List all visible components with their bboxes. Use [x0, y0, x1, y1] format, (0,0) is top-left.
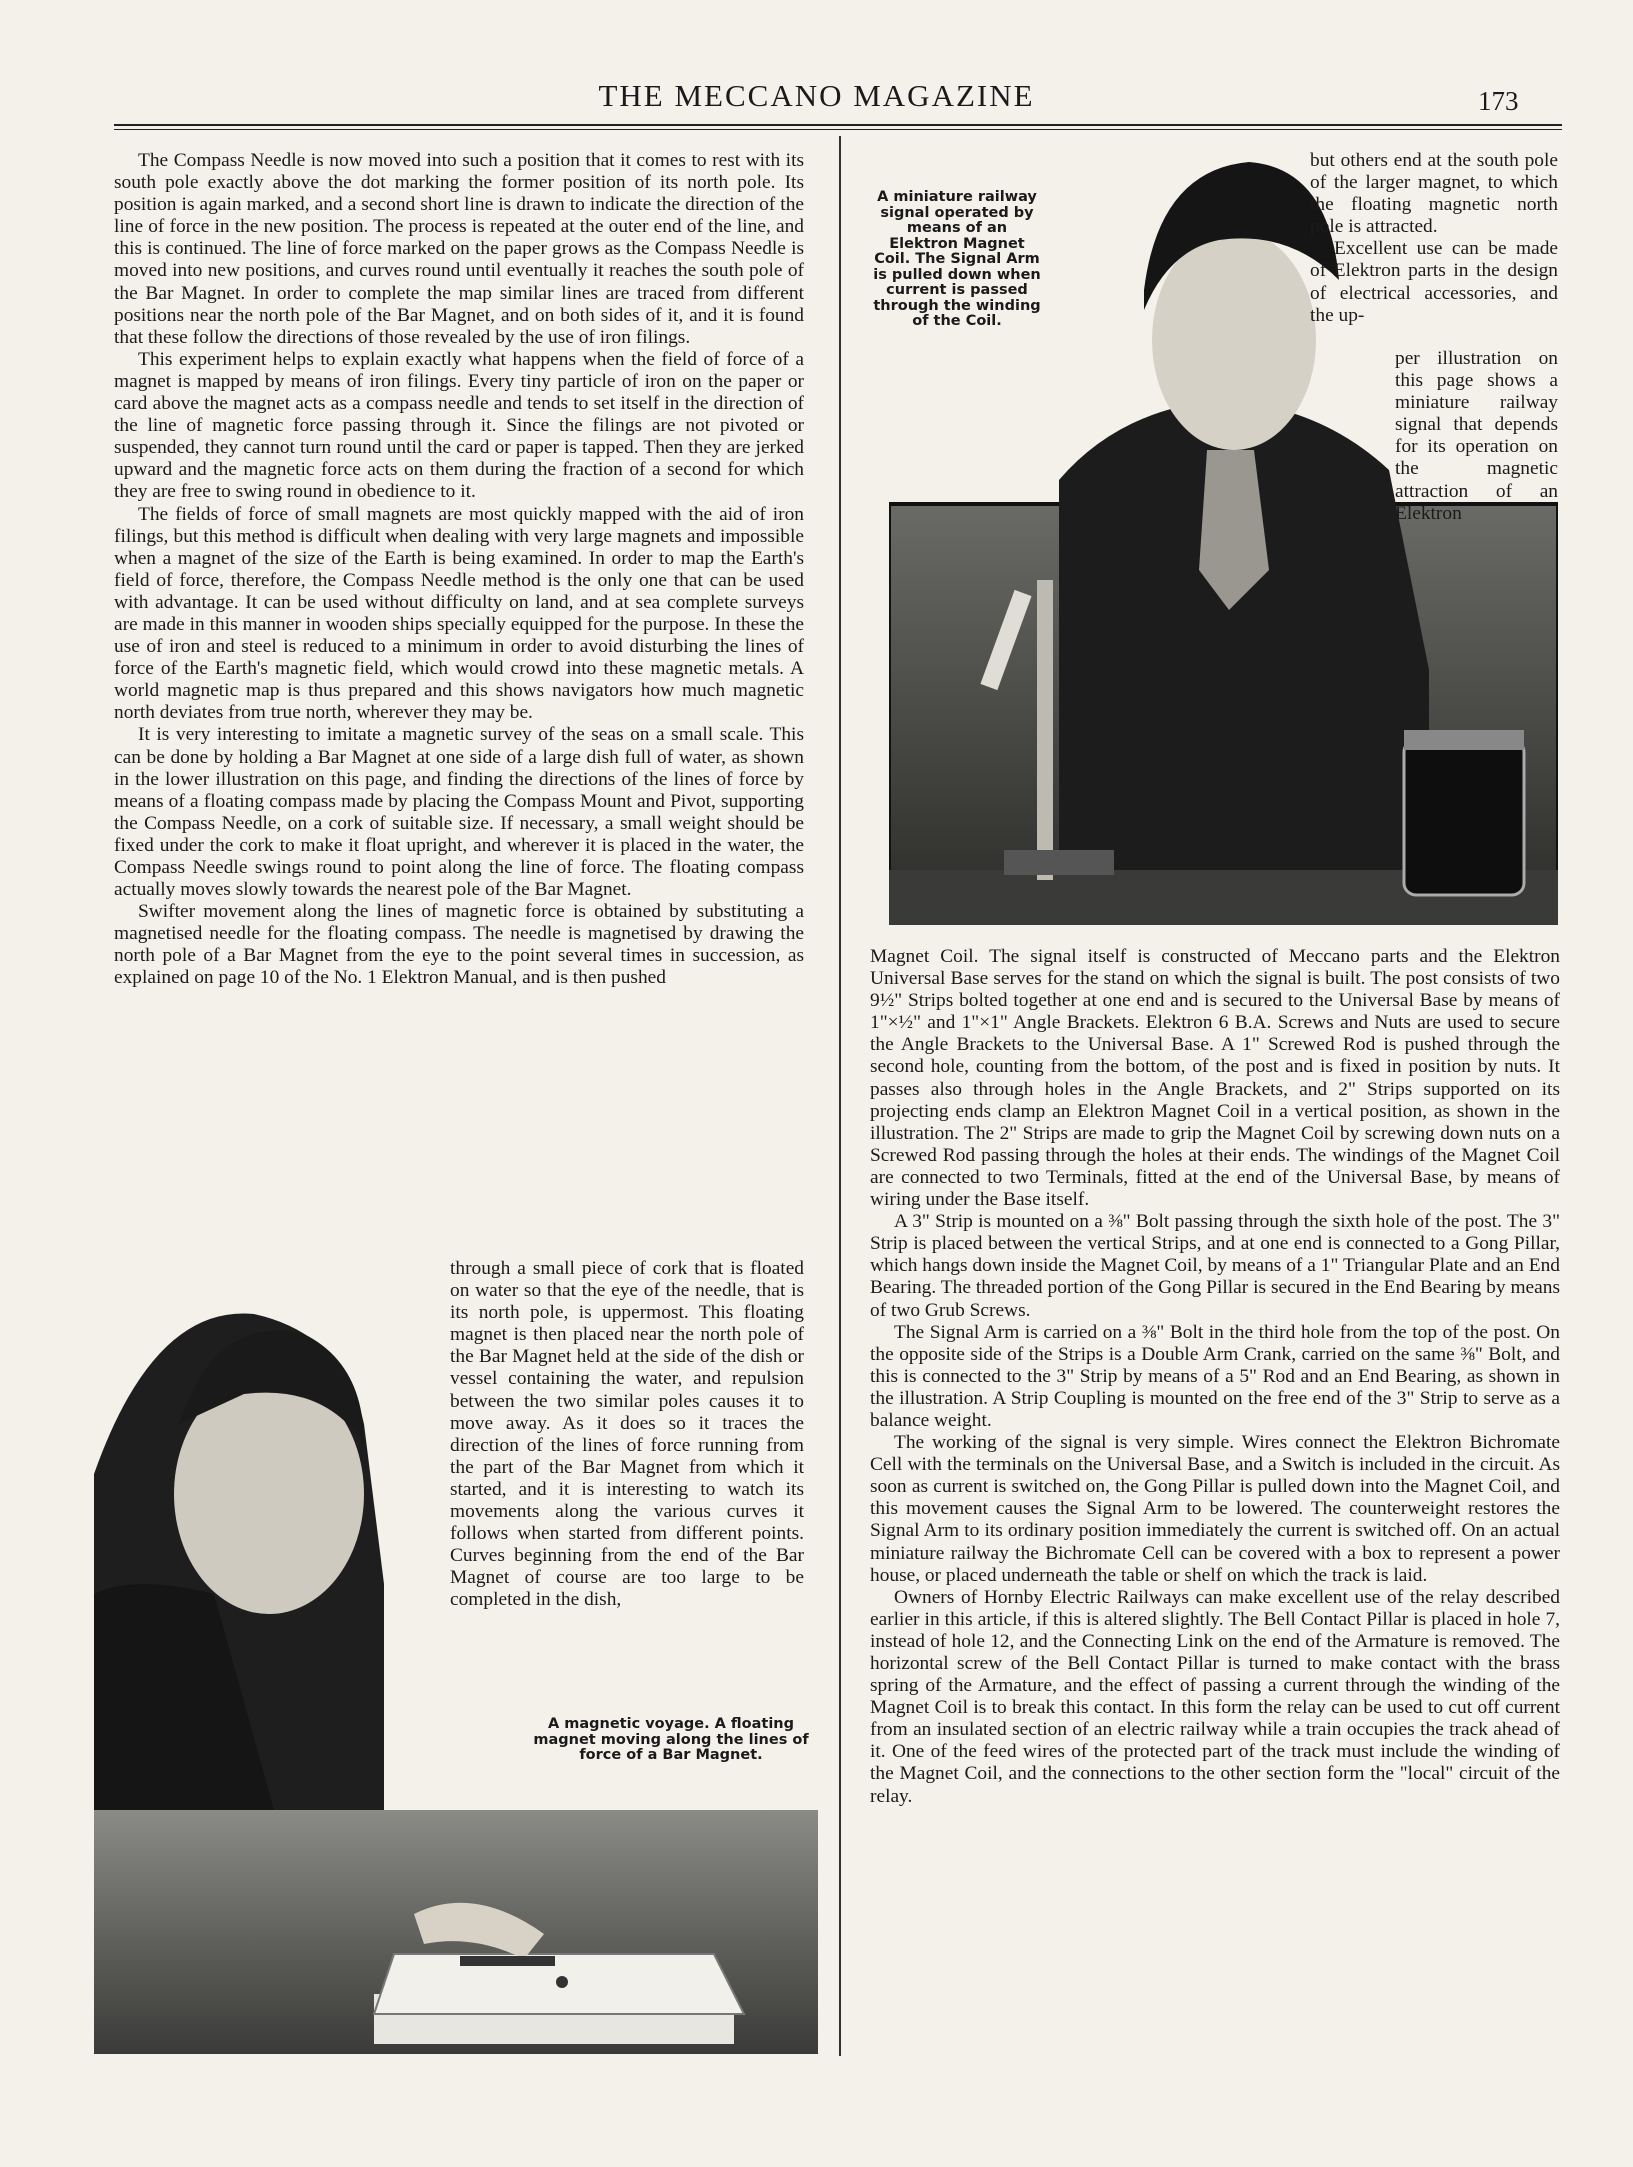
- magazine-title: THE MECCANO MAGAZINE: [598, 78, 1035, 113]
- paragraph: Magnet Coil. The signal itself is constructed of Meccano parts and the Elektron Universal Base serves for the stand on which the signal is built. The post consists of two 9½" Strips bolted together at one end and is secured to the Universal Base by means of 1"×½" and 1"×1" Angle Brackets. Elektron 6 B.A. Screws and Nuts are used to secure the Angle Brackets to the Universal Base. A 1" Screwed Rod is pushed through the second hole, counting from the bottom, of the post and is fixed in position by nuts. It passes also through holes in the Angle Brackets, and 2" Strips supported on its projecting ends clamp an Elektron Magnet Coil in a vertical position, as shown in the illustration. The 2" Strips are made to grip the Magnet Coil by screwing down nuts on a Screwed Rod passing through the holes at their ends. The windings of the Magnet Coil are connected to two Terminals, fitted at the end of the Universal Base, by means of wiring under the Base itself.: [870, 946, 1560, 1211]
- paragraph: The Compass Needle is now moved into such a position that it comes to rest with its south pole exactly above the dot marking the former position of its north pole. Its position is again marked, and a second short line is drawn to indicate the direction of the line of force in the new position. The process is repeated at the outer end of the line, and this is continued. The line of force marked on the paper grows as the Compass Needle is moved into new positions, and curves round until eventually it reaches the south pole of the Bar Magnet. In order to complete the map similar lines are traced from different positions near the north pole of the Bar Magnet, and on both sides of it, and it is found that these follow the directions of those revealed by the use of iron filings.: [114, 150, 804, 348]
- paragraph: The working of the signal is very simple. Wires connect the Elektron Bichromate Cell with the terminals on the Universal Base, and a Switch is included in the circuit. As soon as current is switched on, the Gong Pillar is pulled down into the Magnet Coil, and this movement causes the Signal Arm to be lowered. The counterweight restores the Signal Arm to its ordinary position immediately the current is switched off. On an actual miniature railway the Bichromate Cell can be covered with a box to represent a power house, or placed underneath the table or shelf on which the track is laid.: [870, 1432, 1560, 1586]
- paragraph: Swifter movement along the lines of magnetic force is obtained by substituting a magnetised needle for the floating compass. The needle is magnetised by drawing the north pole of a Bar Magnet from the eye to the point several times in succession, as explained on page 10 of the No. 1 Elektron Manual, and is then pushed: [114, 901, 804, 989]
- paragraph: per illustration on this page shows a miniature railway signal that depends for its operation on the magnetic attraction of an Elektron: [1395, 348, 1558, 524]
- page-number: 173: [1478, 86, 1519, 116]
- header-rule-thin: [114, 129, 1562, 130]
- right-top-text-narrow: [1395, 348, 1558, 525]
- paragraph: It is very interesting to imitate a magnetic survey of the seas on a small scale. This can be done by holding a Bar Magnet at one side of a large dish full of water, as shown in the lower illustration on this page, and finding the directions of the lines of force by means of a floating compass made by placing the Compass Mount and Pivot, supporting the Compass Needle, on a cork of suitable size. If necessary, a small weight should be fixed under the cork to make it float upright, and wherever it is placed in the water, the Compass Needle swings round to point along the line of force. The floating compass actually moves slowly towards the nearest pole of the Bar Magnet.: [114, 724, 804, 901]
- caption-signal: A miniature railway signal operated by means of an Elektron Magnet Coil. The Signal Arm is pulled down when current is passed through the winding of the Coil.: [873, 189, 1041, 329]
- left-column: [114, 150, 804, 990]
- right-top-text: [1310, 150, 1558, 327]
- paragraph: The fields of force of small magnets are most quickly mapped with the aid of iron filings, but this method is difficult when dealing with very large magnets and impossible when a magnet of the size of the Earth is being examined. In order to map the Earth's field of force, therefore, the Compass Needle method is the only one that can be used with advantage. It can be used without difficulty on land, and at sea complete surveys are made in this manner in wooden ships specially equipped for the purpose. In these the use of iron and steel is reduced to a minimum in order to avoid disturbing the lines of force of the Earth's magnetic field, which would crowd into these magnetic metals. A world magnetic map is thus prepared and this shows navigators how much magnetic north deviates from true north, wherever they may be.: [114, 503, 804, 724]
- header-rule: [114, 124, 1562, 126]
- paragraph: The Signal Arm is carried on a ⅜" Bolt in the third hole from the top of the post. On the opposite side of the Strips is a Double Arm Crank, carried on the same ⅜" Bolt, and this is connected to the 3" Strip by means of a 5" Rod and an End Bearing, as shown in the illustration. A Strip Coupling is mounted on the free end of the 3" Strip to serve as a balance weight.: [870, 1321, 1560, 1431]
- paragraph: through a small piece of cork that is floated on water so that the eye of the needle, that is its north pole, is uppermost. This floating magnet is then placed near the north pole of the Bar Magnet held at the side of the dish or vessel containing the water, and repulsion between the two similar poles causes it to move away. As it does so it traces the direction of the lines of force running from the part of the Bar Magnet from which it started, and it is interesting to watch its movements along the various curves it follows when started from different points. Curves beginning from the end of the Bar Magnet of course are too large to be completed in the dish,: [450, 1258, 804, 1611]
- paragraph: This experiment helps to explain exactly what happens when the field of force of a magnet is mapped by means of iron filings. Every tiny particle of iron on the paper or card above the magnet acts as a compass needle and tends to set itself in the direction of the line of magnetic force passing through it. Since the filings are not pivoted or suspended, they cannot turn round until the card or paper is tapped. Then they are jerked upward and the magnetic force acts on them during the fraction of a second for which they are free to swing round in obedience to it.: [114, 348, 804, 503]
- right-column: [870, 946, 1560, 1808]
- voyage-photo: [94, 1294, 818, 2054]
- paragraph: Excellent use can be made of Elektron parts in the design of electrical accessories, and the up-: [1310, 238, 1558, 326]
- caption-voyage: A magnetic voyage. A floating magnet moving along the lines of force of a Bar Magnet.: [533, 1716, 809, 1763]
- paragraph: A 3" Strip is mounted on a ⅜" Bolt passing through the sixth hole of the post. The 3" Strip is placed between the vertical Strips, and at one end is connected to a Gong Pillar, which hangs down inside the Magnet Coil, by means of a 1" Triangular Plate and an End Bearing. The threaded portion of the Gong Pillar is secured in the End Bearing by means of two Grub Screws.: [870, 1211, 1560, 1321]
- paragraph: Owners of Hornby Electric Railways can make excellent use of the relay described earlier in this article, if this is altered slightly. The Bell Contact Pillar is placed in hole 7, instead of hole 12, and the Connecting Link on the end of the Armature is removed. The horizontal screw of the Bell Contact Pillar is turned to make contact with the brass spring of the Armature, and the effect of passing a current through the winding of the Magnet Coil is to break this contact. In this form the relay can be used to cut off current from an insulated section of an electric railway while a train occupies the track ahead of it. One of the feed wires of the protected part of the track must include the winding of the Magnet Coil, and the connections to the other section form the "local" circuit of the relay.: [870, 1586, 1560, 1807]
- column-divider: [839, 136, 841, 2056]
- paragraph: but others end at the south pole of the larger magnet, to which the floating magnetic north pole is attracted.: [1310, 150, 1558, 238]
